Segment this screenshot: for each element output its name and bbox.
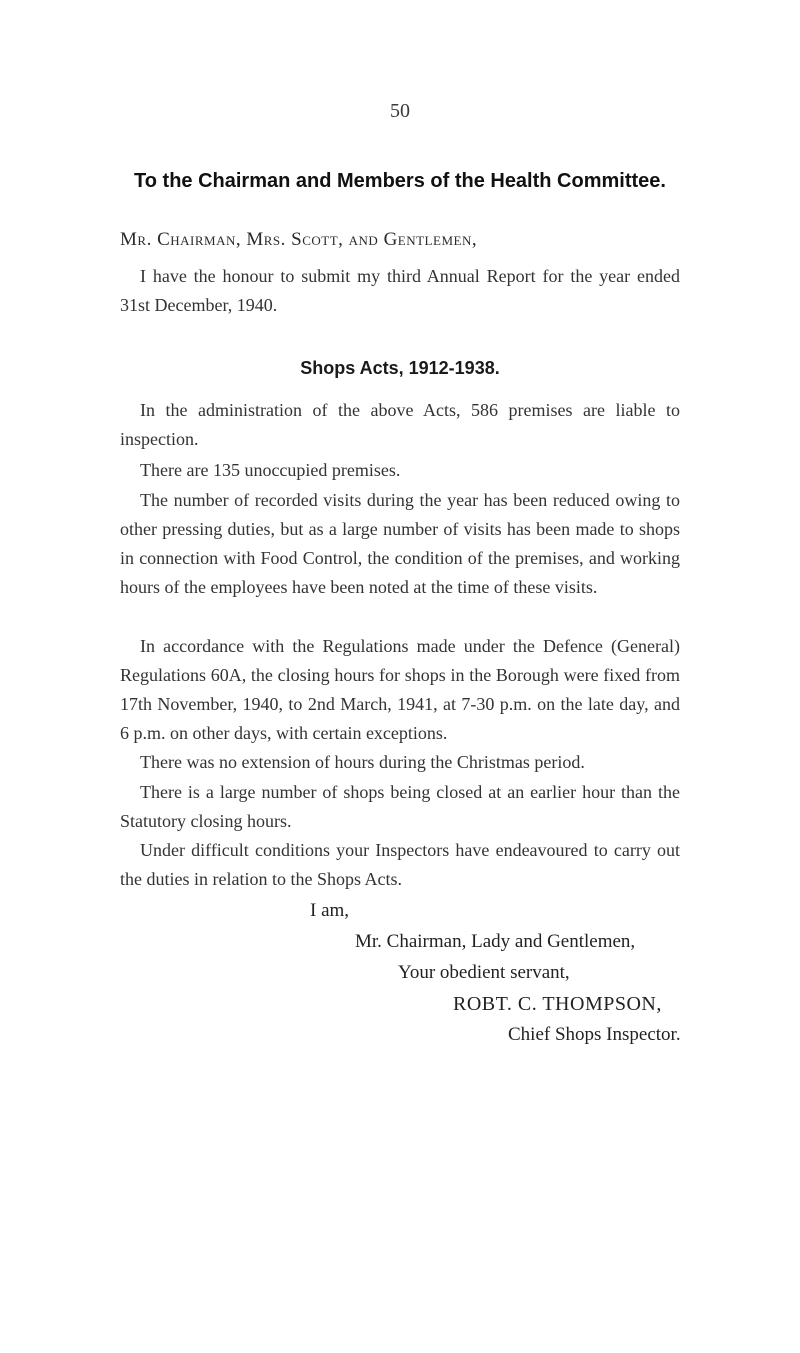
section-title: Shops Acts, 1912-1938. (300, 358, 500, 378)
signatory-title: Chief Shops Inspector. (508, 1024, 681, 1045)
paragraph-1 (120, 396, 680, 454)
paragraph-6-text: There is a large number of shops being closed at an earlier hour than the Statutory closing hours. (120, 782, 680, 831)
paragraph-4 (120, 632, 680, 748)
paragraph-5 (120, 748, 680, 777)
paragraph-2-text: There are 135 unoccupied premises. (140, 460, 401, 480)
paragraph-6 (120, 778, 680, 836)
closing-line-2: Mr. Chairman, Lady and Gentlemen, (355, 931, 636, 952)
paragraph-1-text: In the administration of the above Acts, 586 premises are liable to inspection. (120, 400, 680, 449)
paragraph-5-text: There was no extension of hours during the Christmas period. (140, 752, 585, 772)
report-heading: To the Chairman and Members of the Health Committee. (134, 170, 666, 192)
page-number: 50 (390, 100, 410, 122)
paragraph-4-text: In accordance with the Regulations made under the Defence (General) Regulations 60A, the closing hours for shops in the Borough were fixed from 17th November, 1940, to 2nd March, 1941, at 7-30 p.m. on the late day, and 6 p.m. on other days, with certain exceptions. (120, 636, 680, 743)
paragraph-3 (120, 486, 680, 602)
intro-text: I have the honour to submit my third Annual Report for the year ended 31st December, 1940. (120, 266, 680, 315)
signature: ROBT. C. THOMPSON, (453, 993, 662, 1015)
salutation: Mr. Chairman, Mrs. Scott, and Gentlemen, (120, 229, 478, 250)
paragraph-3-text: The number of recorded visits during the year has been reduced owing to other pressing duties, but as a large number of visits has been made to shops in connection with Food Control, the condition of the premises, and working hours of the employees have been noted at the time of these visits. (120, 490, 680, 597)
intro-paragraph (120, 262, 680, 320)
paragraph-7-text: Under difficult conditions your Inspectors have endeavoured to carry out the duties in relation to the Shops Acts. (120, 840, 680, 889)
closing-line-3: Your obedient servant, (398, 962, 570, 983)
paragraph-2 (120, 456, 680, 485)
closing-line-1: I am, (310, 900, 350, 921)
paragraph-7 (120, 836, 680, 894)
